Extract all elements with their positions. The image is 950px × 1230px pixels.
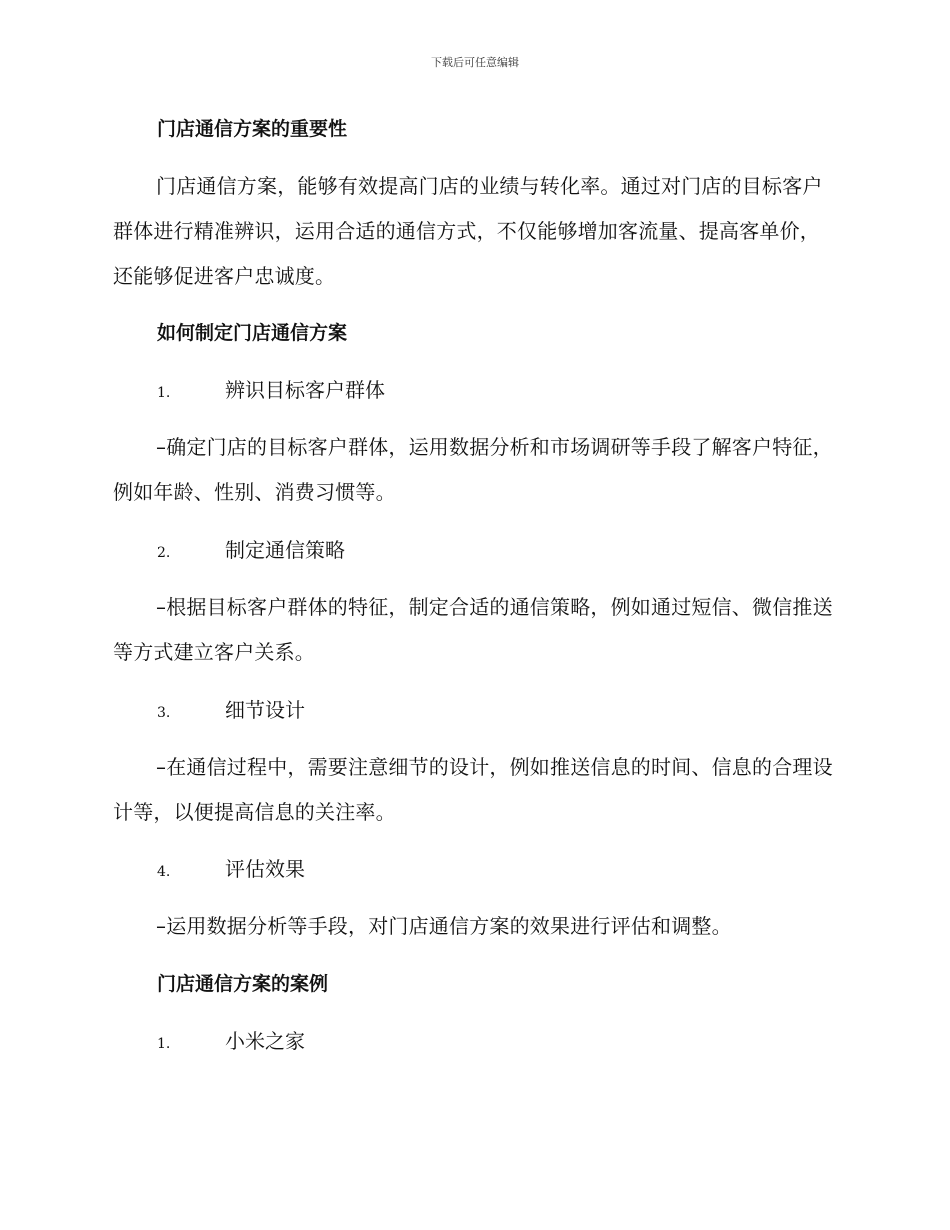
list-item-label: 小米之家: [225, 1029, 305, 1053]
list-item-label: 辨识目标客户群体: [225, 378, 385, 402]
section-heading-cases: 门店通信方案的案例: [157, 973, 329, 995]
evaluate-description: –运用数据分析等手段，对门店通信方案的效果进行评估和调整。: [156, 914, 732, 938]
list-item-detail-design: [157, 697, 305, 726]
list-number: 1.: [157, 1036, 171, 1052]
detail-design-description: –在通信过程中，需要注意细节的设计，例如推送信息的时间、信息的合理设计等，以便提高信息的关注率。: [113, 755, 833, 824]
page-header: 下载后可任意编辑: [431, 56, 519, 69]
list-item-label: 评估效果: [225, 857, 305, 881]
list-item-evaluate: [157, 856, 305, 885]
strategy-description: –根据目标客户群体的特征，制定合适的通信策略，例如通过短信、微信推送等方式建立客户关系。: [113, 595, 833, 664]
section-heading-importance: 门店通信方案的重要性: [157, 118, 348, 140]
section-heading-how-to: 如何制定门店通信方案: [157, 322, 348, 344]
list-number: 1.: [157, 385, 171, 401]
list-item-identify-customers: [157, 377, 385, 406]
list-number: 3.: [157, 705, 171, 721]
list-number: 2.: [157, 545, 171, 561]
list-item-xiaomi-home: [157, 1028, 305, 1057]
importance-paragraph: 门店通信方案，能够有效提高门店的业绩与转化率。通过对门店的目标客户群体进行精准辨识，运用合适的通信方式，不仅能够增加客流量、提高客单价，还能够促进客户忠诚度。: [113, 174, 823, 288]
list-item-strategy: [157, 537, 345, 566]
list-number: 4.: [157, 864, 171, 880]
identify-customers-description: –确定门店的目标客户群体，运用数据分析和市场调研等手段了解客户特征，例如年龄、性别、消费习惯等。: [113, 435, 833, 504]
list-item-label: 细节设计: [225, 698, 305, 722]
list-item-label: 制定通信策略: [225, 538, 345, 562]
